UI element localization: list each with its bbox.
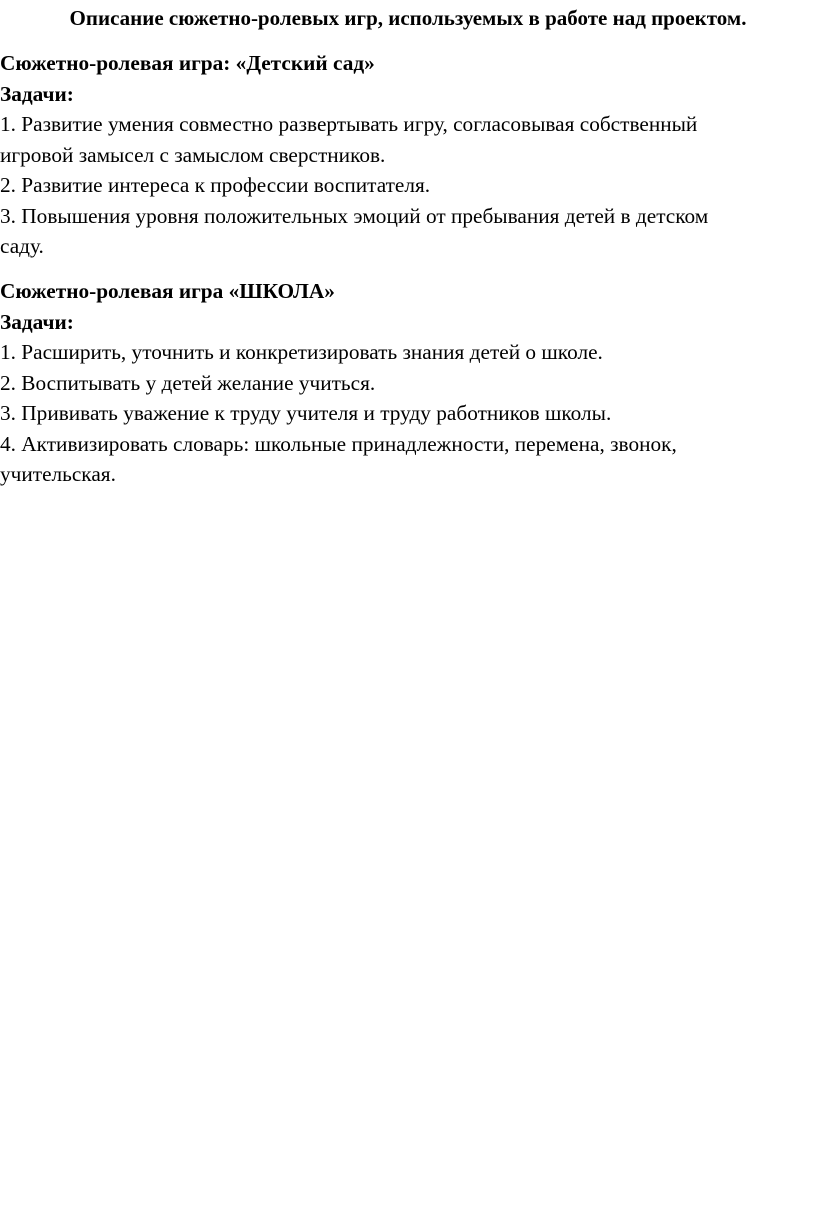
task-item: 1. Расширить, уточнить и конкретизировать знания детей о школе.: [0, 340, 603, 364]
task-item: саду.: [0, 234, 44, 258]
task-item: 2. Развитие интереса к профессии воспитателя.: [0, 173, 431, 197]
task-item: 3. Повышения уровня положительных эмоций от пребывания детей в детском: [0, 203, 709, 228]
task-item: учительская.: [0, 462, 116, 486]
section-heading: Сюжетно-ролевая игра: «Детский сад»: [0, 51, 375, 75]
task-item: 4. Активизировать словарь: школьные принадлежности, перемена, звонок,: [0, 431, 677, 456]
task-item: игровой замысел с замыслом сверстников.: [0, 142, 386, 167]
section-school: [0, 276, 810, 490]
tasks-label: Задачи:: [0, 309, 74, 334]
task-item: 2. Воспитывать у детей желание учиться.: [0, 370, 376, 395]
section-kindergarten: [0, 48, 810, 262]
task-item: 1. Развитие умения совместно развертывать игру, согласовывая собственный: [0, 112, 698, 136]
section-heading: Сюжетно-ролевая игра «ШКОЛА»: [0, 279, 335, 303]
tasks-label: Задачи:: [0, 81, 74, 106]
task-item: 3. Прививать уважение к труду учителя и труду работников школы.: [0, 401, 612, 425]
document-title: Описание сюжетно-ролевых игр, используемых в работе над проектом.: [69, 6, 747, 30]
